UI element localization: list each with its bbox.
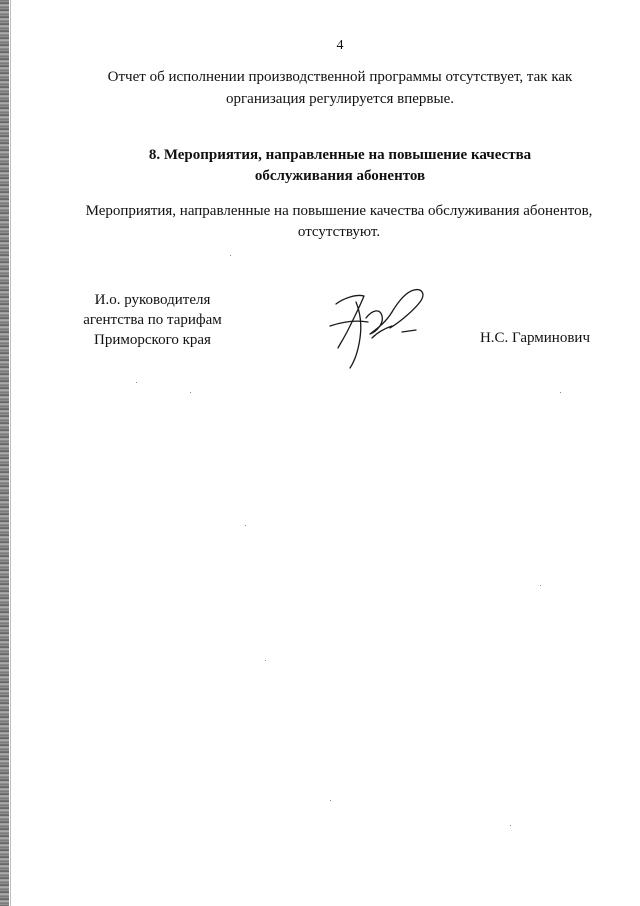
section-body-line-1: Мероприятия, направленные на повышение качества обслуживания абонентов, [85, 203, 593, 219]
page-number: 4 [336, 38, 344, 53]
signatory-title-line-2: агентства по тарифам [83, 312, 222, 328]
report-paragraph [90, 66, 590, 110]
signatory-title [60, 290, 245, 350]
section-heading-line-2: обслуживания абонентов [254, 168, 426, 184]
scan-speck [560, 392, 561, 393]
scan-speck [265, 660, 266, 661]
scan-edge [0, 0, 9, 906]
section-body [80, 201, 598, 243]
scan-speck [245, 525, 246, 526]
report-line-2: организация регулируется впервые. [226, 91, 454, 107]
signatory-name: Н.С. Гарминович [479, 330, 590, 346]
report-line-1: Отчет об исполнении производственной программы отсутствует, так как [107, 69, 573, 85]
scan-edge-line [10, 0, 11, 906]
scan-speck [330, 800, 331, 801]
scan-speck [510, 825, 511, 826]
section-body-line-2: отсутствуют. [297, 224, 381, 240]
scan-speck [136, 382, 137, 383]
scan-speck [190, 392, 191, 393]
scan-speck [230, 255, 231, 256]
section-heading [90, 145, 590, 187]
handwritten-signature [326, 282, 436, 372]
section-heading-line-1: 8. Мероприятия, направленные на повышение качества [148, 147, 532, 163]
signatory-title-line-3: Приморского края [94, 332, 211, 348]
signatory-title-line-1: И.о. руководителя [94, 292, 211, 308]
scan-speck [540, 585, 541, 586]
